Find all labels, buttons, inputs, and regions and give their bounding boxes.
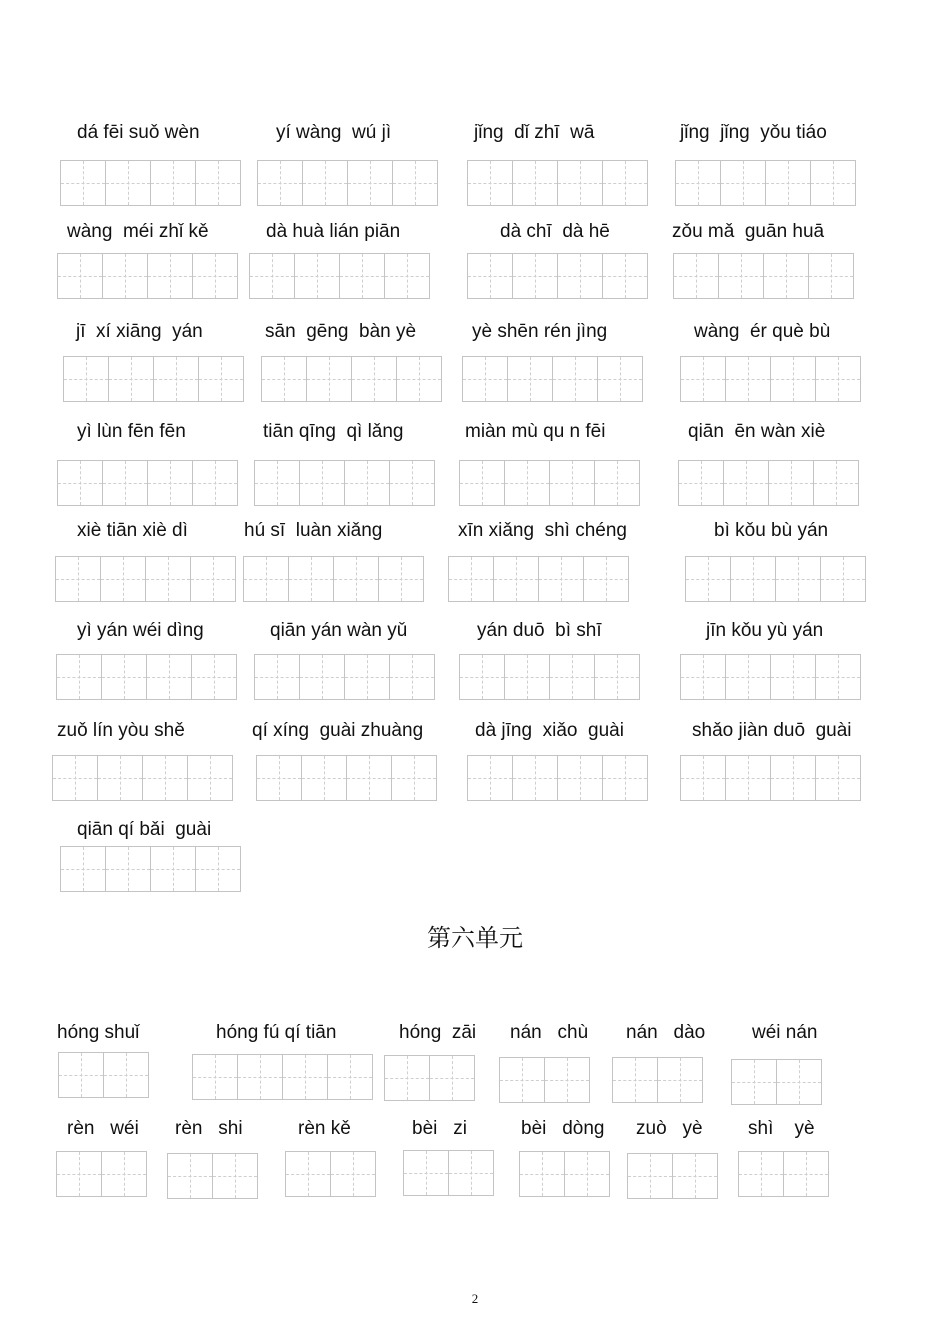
pinyin-label: sān gēng bàn yè [265, 321, 417, 342]
writing-cell[interactable] [459, 460, 505, 506]
writing-grid [285, 1151, 375, 1197]
writing-grid [519, 1151, 609, 1197]
pinyin-label: dá fēi suǒ wèn [77, 122, 200, 143]
writing-cell[interactable] [815, 654, 861, 700]
writing-cell[interactable] [153, 356, 199, 402]
writing-cell[interactable] [725, 755, 771, 801]
pinyin-label: qiān qí bǎi guài [77, 819, 212, 840]
writing-grid [60, 846, 240, 892]
writing-cell[interactable] [538, 556, 584, 602]
writing-cell[interactable] [672, 1153, 718, 1199]
writing-cell[interactable] [294, 253, 340, 299]
writing-cell[interactable] [499, 1057, 545, 1103]
pinyin-label: nán dào [626, 1022, 706, 1043]
writing-cell[interactable] [192, 1054, 238, 1100]
writing-cell[interactable] [504, 460, 550, 506]
writing-cell[interactable] [448, 1150, 494, 1196]
writing-grid [56, 654, 236, 700]
writing-cell[interactable] [673, 253, 719, 299]
pinyin-label: jǐng jǐng yǒu tiáo [680, 122, 827, 143]
writing-cell[interactable] [597, 356, 643, 402]
writing-cell[interactable] [254, 654, 300, 700]
writing-cell[interactable] [285, 1151, 331, 1197]
writing-cell[interactable] [344, 654, 390, 700]
writing-grid [462, 356, 642, 402]
pinyin-label: jǐng dǐ zhī wā [474, 122, 595, 143]
writing-cell[interactable] [725, 356, 771, 402]
writing-cell[interactable] [594, 654, 640, 700]
writing-cell[interactable] [58, 1052, 104, 1098]
writing-grid [243, 556, 423, 602]
writing-cell[interactable] [60, 160, 106, 206]
writing-grid [731, 1059, 821, 1105]
writing-cell[interactable] [391, 755, 437, 801]
writing-grid [459, 654, 639, 700]
writing-cell[interactable] [678, 460, 724, 506]
pinyin-label: wéi nán [752, 1022, 818, 1043]
writing-cell[interactable] [198, 356, 244, 402]
pinyin-label: wàng ér què bù [694, 321, 831, 342]
writing-cell[interactable] [192, 460, 238, 506]
pinyin-label: zuò yè [636, 1118, 703, 1139]
writing-cell[interactable] [195, 846, 241, 892]
pinyin-label: qiān yán wàn yǔ [270, 620, 408, 641]
writing-cell[interactable] [448, 556, 494, 602]
pinyin-label: nán chù [510, 1022, 589, 1043]
writing-cell[interactable] [467, 755, 513, 801]
pinyin-label: hú sī luàn xiǎng [244, 520, 383, 541]
writing-cell[interactable] [212, 1153, 258, 1199]
writing-cell[interactable] [57, 253, 103, 299]
pinyin-label: rèn shi [175, 1118, 243, 1139]
writing-grid [680, 356, 860, 402]
writing-cell[interactable] [770, 356, 816, 402]
writing-cell[interactable] [594, 460, 640, 506]
writing-cell[interactable] [327, 1054, 373, 1100]
writing-cell[interactable] [150, 846, 196, 892]
pinyin-label: tiān qīng qì lǎng [263, 421, 404, 442]
writing-grid [678, 460, 858, 506]
writing-cell[interactable] [52, 755, 98, 801]
writing-cell[interactable] [403, 1150, 449, 1196]
pinyin-label: yè shēn rén jìng [472, 321, 608, 342]
writing-cell[interactable] [282, 1054, 328, 1100]
writing-grid [56, 1151, 146, 1197]
writing-cell[interactable] [557, 253, 603, 299]
writing-grid [612, 1057, 702, 1103]
pinyin-label: dà chī dà hē [500, 221, 610, 242]
writing-grid [256, 755, 436, 801]
pinyin-label: qiān ēn wàn xiè [688, 421, 826, 442]
pinyin-label: hóng zāi [399, 1022, 477, 1043]
writing-grid [257, 160, 437, 206]
writing-cell[interactable] [493, 556, 539, 602]
writing-cell[interactable] [299, 654, 345, 700]
pinyin-label: xiè tiān xiè dì [77, 520, 188, 541]
writing-cell[interactable] [302, 160, 348, 206]
writing-cell[interactable] [507, 356, 553, 402]
writing-grid [680, 654, 860, 700]
writing-cell[interactable] [347, 160, 393, 206]
pinyin-label: zuǒ lín yòu shě [57, 720, 185, 741]
writing-grid [459, 460, 639, 506]
writing-cell[interactable] [306, 356, 352, 402]
writing-grid [249, 253, 429, 299]
pinyin-label: jī xí xiāng yán [76, 321, 203, 342]
writing-cell[interactable] [731, 1059, 777, 1105]
writing-cell[interactable] [60, 846, 106, 892]
writing-cell[interactable] [55, 556, 101, 602]
writing-cell[interactable] [675, 160, 721, 206]
writing-cell[interactable] [105, 846, 151, 892]
writing-cell[interactable] [813, 460, 859, 506]
writing-grid [254, 460, 434, 506]
writing-cell[interactable] [249, 253, 295, 299]
writing-cell[interactable] [378, 556, 424, 602]
pinyin-label: dà jīng xiǎo guài [475, 720, 624, 741]
writing-cell[interactable] [557, 160, 603, 206]
writing-cell[interactable] [101, 1151, 147, 1197]
writing-cell[interactable] [187, 755, 233, 801]
writing-cell[interactable] [512, 755, 558, 801]
writing-cell[interactable] [63, 356, 109, 402]
writing-cell[interactable] [389, 460, 435, 506]
pinyin-label: yì lùn fēn fēn [77, 421, 186, 442]
writing-cell[interactable] [725, 654, 771, 700]
writing-grid [685, 556, 865, 602]
writing-grid [192, 1054, 372, 1100]
writing-grid [467, 755, 647, 801]
writing-cell[interactable] [815, 755, 861, 801]
writing-cell[interactable] [344, 460, 390, 506]
writing-grid [467, 160, 647, 206]
writing-grid [254, 654, 434, 700]
writing-cell[interactable] [512, 253, 558, 299]
pinyin-label: yí wàng wú jì [276, 122, 392, 143]
writing-cell[interactable] [142, 755, 188, 801]
writing-cell[interactable] [783, 1151, 829, 1197]
writing-cell[interactable] [101, 654, 147, 700]
writing-cell[interactable] [384, 253, 430, 299]
writing-cell[interactable] [97, 755, 143, 801]
writing-cell[interactable] [519, 1151, 565, 1197]
writing-cell[interactable] [56, 654, 102, 700]
writing-cell[interactable] [56, 1151, 102, 1197]
writing-cell[interactable] [765, 160, 811, 206]
writing-cell[interactable] [103, 1052, 149, 1098]
pinyin-label: zǒu mǎ guān huā [672, 221, 825, 242]
writing-cell[interactable] [351, 356, 397, 402]
writing-cell[interactable] [299, 460, 345, 506]
writing-grid [167, 1153, 257, 1199]
writing-cell[interactable] [301, 755, 347, 801]
pinyin-label: shì yè [748, 1118, 815, 1139]
writing-cell[interactable] [105, 160, 151, 206]
writing-grid [60, 160, 240, 206]
writing-cell[interactable] [146, 654, 192, 700]
pinyin-label: hóng fú qí tiān [216, 1022, 337, 1043]
writing-cell[interactable] [685, 556, 731, 602]
writing-cell[interactable] [467, 253, 513, 299]
writing-cell[interactable] [557, 755, 603, 801]
writing-cell[interactable] [339, 253, 385, 299]
writing-cell[interactable] [808, 253, 854, 299]
writing-cell[interactable] [389, 654, 435, 700]
writing-grid [261, 356, 441, 402]
writing-cell[interactable] [723, 460, 769, 506]
unit-title: 第六单元 [427, 924, 523, 952]
pinyin-label: bì kǒu bù yán [714, 520, 829, 541]
writing-grid [738, 1151, 828, 1197]
writing-cell[interactable] [770, 755, 816, 801]
writing-cell[interactable] [815, 356, 861, 402]
writing-cell[interactable] [462, 356, 508, 402]
writing-cell[interactable] [195, 160, 241, 206]
writing-cell[interactable] [680, 755, 726, 801]
writing-cell[interactable] [820, 556, 866, 602]
writing-cell[interactable] [512, 160, 558, 206]
writing-cell[interactable] [346, 755, 392, 801]
writing-grid [63, 356, 243, 402]
writing-grid [403, 1150, 493, 1196]
writing-cell[interactable] [459, 654, 505, 700]
writing-grid [673, 253, 853, 299]
writing-cell[interactable] [602, 253, 648, 299]
pinyin-label: bèi dòng [521, 1118, 605, 1139]
writing-grid [58, 1052, 148, 1098]
writing-cell[interactable] [254, 460, 300, 506]
writing-cell[interactable] [57, 460, 103, 506]
writing-cell[interactable] [191, 654, 237, 700]
pinyin-label: rèn wéi [67, 1118, 139, 1139]
pinyin-label: jīn kǒu yù yán [706, 620, 824, 641]
writing-cell[interactable] [770, 654, 816, 700]
writing-cell[interactable] [776, 1059, 822, 1105]
pinyin-label: dà huà lián piān [266, 221, 401, 242]
writing-grid [55, 556, 235, 602]
pinyin-label: wàng méi zhǐ kě [67, 221, 209, 242]
writing-cell[interactable] [384, 1055, 430, 1101]
writing-cell[interactable] [730, 556, 776, 602]
writing-grid [384, 1055, 474, 1101]
writing-cell[interactable] [167, 1153, 213, 1199]
writing-cell[interactable] [544, 1057, 590, 1103]
writing-cell[interactable] [243, 556, 289, 602]
writing-cell[interactable] [602, 160, 648, 206]
writing-cell[interactable] [261, 356, 307, 402]
pinyin-label: bèi zi [412, 1118, 467, 1139]
writing-cell[interactable] [429, 1055, 475, 1101]
writing-grid [680, 755, 860, 801]
writing-cell[interactable] [333, 556, 379, 602]
writing-cell[interactable] [237, 1054, 283, 1100]
writing-cell[interactable] [190, 556, 236, 602]
writing-grid [467, 253, 647, 299]
writing-cell[interactable] [102, 253, 148, 299]
pinyin-label: shǎo jiàn duō guài [692, 720, 852, 741]
writing-cell[interactable] [738, 1151, 784, 1197]
writing-cell[interactable] [552, 356, 598, 402]
writing-cell[interactable] [392, 160, 438, 206]
writing-cell[interactable] [549, 654, 595, 700]
writing-cell[interactable] [467, 160, 513, 206]
writing-cell[interactable] [775, 556, 821, 602]
pinyin-label: yì yán wéi dìng [77, 620, 204, 641]
writing-cell[interactable] [583, 556, 629, 602]
writing-cell[interactable] [612, 1057, 658, 1103]
writing-cell[interactable] [396, 356, 442, 402]
writing-grid [52, 755, 232, 801]
writing-cell[interactable] [564, 1151, 610, 1197]
writing-grid [57, 460, 237, 506]
pinyin-label: qí xíng guài zhuàng [252, 720, 424, 741]
writing-cell[interactable] [192, 253, 238, 299]
writing-cell[interactable] [763, 253, 809, 299]
writing-cell[interactable] [768, 460, 814, 506]
writing-grid [499, 1057, 589, 1103]
writing-grid [57, 253, 237, 299]
writing-cell[interactable] [657, 1057, 703, 1103]
writing-cell[interactable] [549, 460, 595, 506]
writing-grid [448, 556, 628, 602]
pinyin-label: xīn xiǎng shì chéng [458, 520, 627, 541]
writing-cell[interactable] [288, 556, 334, 602]
writing-grid [675, 160, 855, 206]
writing-cell[interactable] [720, 160, 766, 206]
pinyin-label: rèn kě [298, 1118, 351, 1139]
page-number: 2 [471, 1291, 479, 1306]
writing-cell[interactable] [504, 654, 550, 700]
writing-grid [627, 1153, 717, 1199]
writing-cell[interactable] [718, 253, 764, 299]
pinyin-label: yán duō bì shī [477, 620, 602, 641]
writing-cell[interactable] [627, 1153, 673, 1199]
writing-cell[interactable] [145, 556, 191, 602]
writing-cell[interactable] [102, 460, 148, 506]
writing-cell[interactable] [680, 356, 726, 402]
writing-cell[interactable] [330, 1151, 376, 1197]
writing-cell[interactable] [256, 755, 302, 801]
writing-cell[interactable] [602, 755, 648, 801]
writing-cell[interactable] [147, 460, 193, 506]
writing-cell[interactable] [100, 556, 146, 602]
writing-cell[interactable] [680, 654, 726, 700]
writing-cell[interactable] [147, 253, 193, 299]
writing-cell[interactable] [810, 160, 856, 206]
pinyin-label: hóng shuǐ [57, 1022, 140, 1043]
pinyin-label: miàn mù qu n fēi [465, 421, 606, 442]
writing-cell[interactable] [257, 160, 303, 206]
writing-cell[interactable] [150, 160, 196, 206]
writing-cell[interactable] [108, 356, 154, 402]
